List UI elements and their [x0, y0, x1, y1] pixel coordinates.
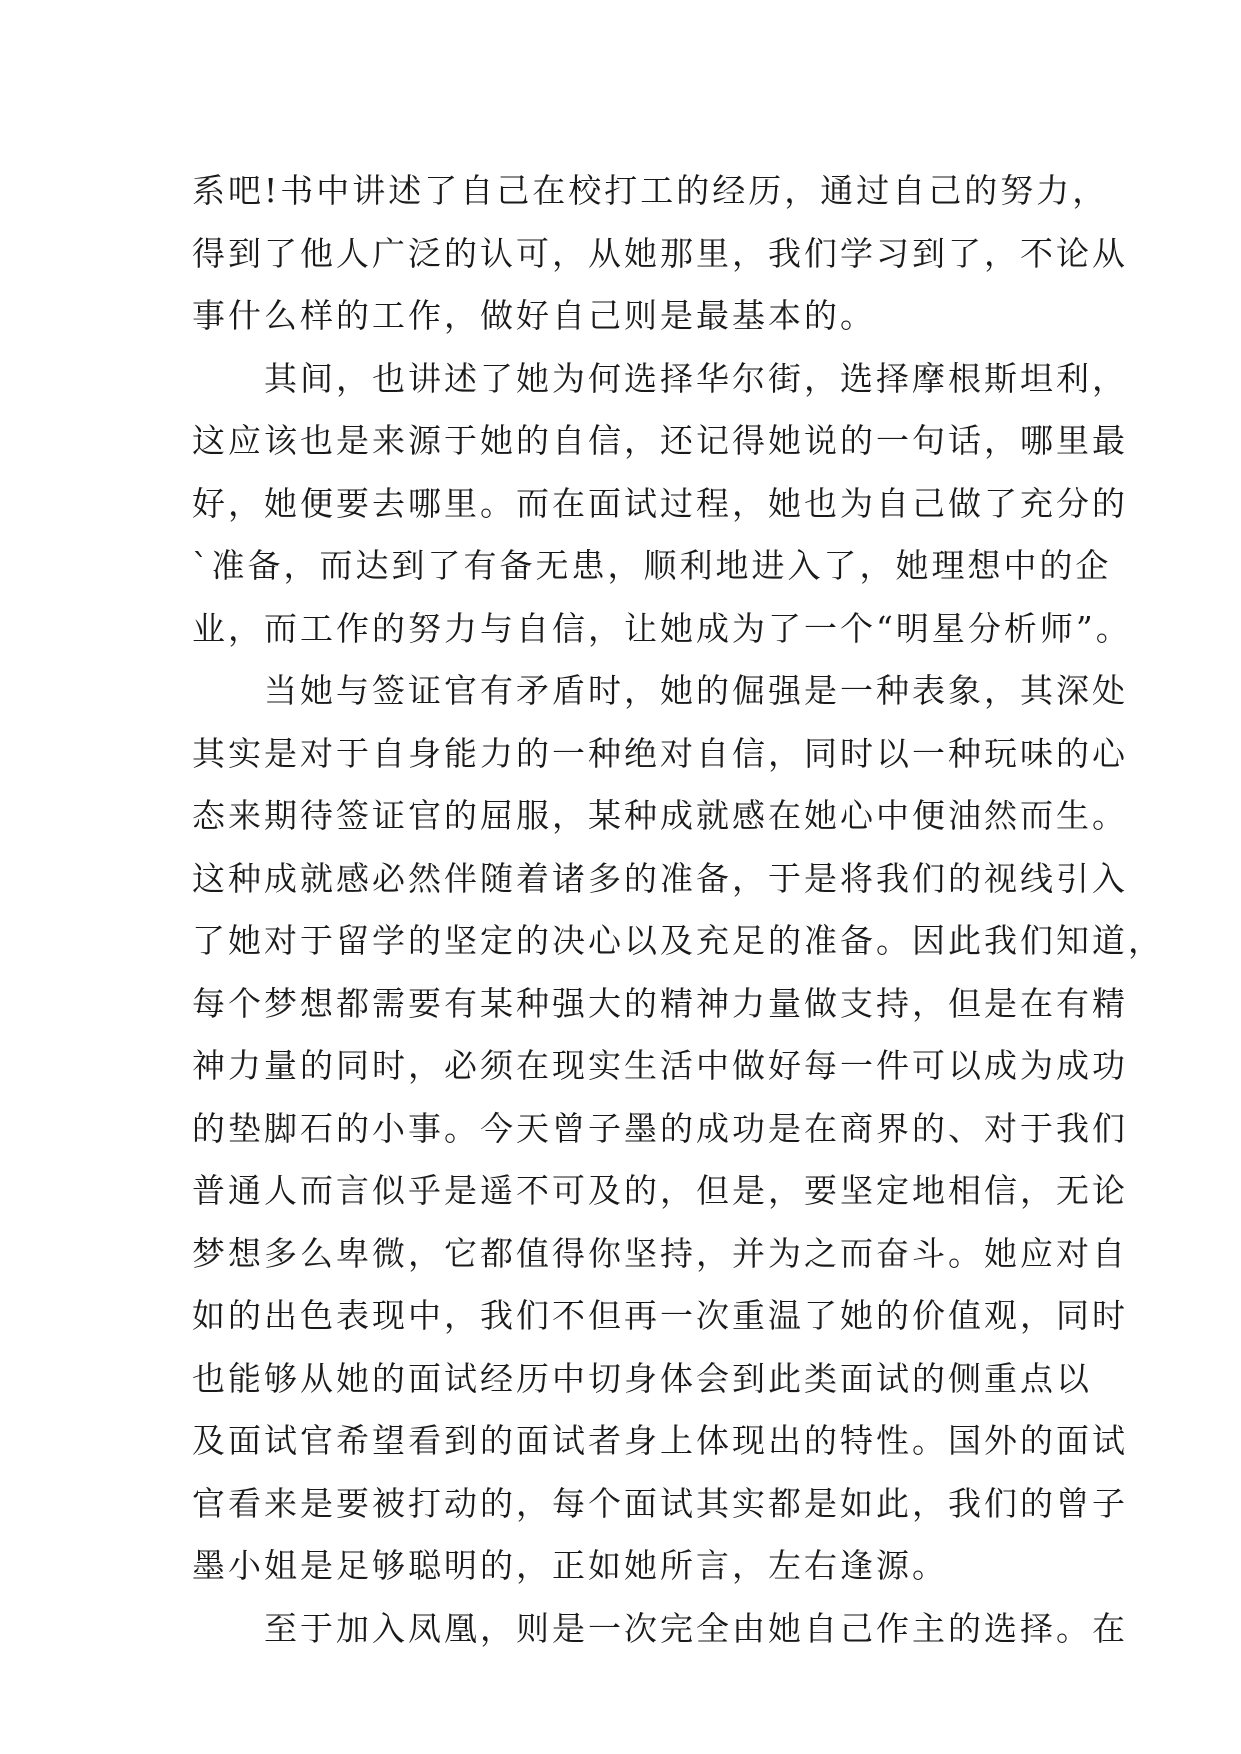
text-line-3: 事什么样的工作，做好自己则是最基本的。: [192, 296, 876, 335]
text-line-17: 普通人而言似乎是遥不可及的，但是，要坚定地相信，无论: [192, 1171, 1128, 1210]
text-line-22: 官看来是要被打动的，每个面试其实都是如此，我们的曾子: [192, 1483, 1128, 1523]
text-line-8: 业，而工作的努力与自信，让她成为了一个“明星分析师”。: [192, 608, 1132, 648]
text-line-16: 的垫脚石的小事。今天曾子墨的成功是在商界的、对于我们: [192, 1108, 1128, 1148]
text-line-6: 好，她便要去哪里。而在面试过程，她也为自己做了充分的: [192, 483, 1128, 523]
text-line-14: 每个梦想都需要有某种强大的精神力量做支持，但是在有精: [192, 983, 1128, 1023]
text-line-10: 其实是对于自身能力的一种绝对自信，同时以一种玩味的心: [192, 733, 1128, 773]
text-line-7: `准备，而达到了有备无患，顺利地进入了，她理想中的企: [192, 546, 1112, 585]
text-line-5: 这应该也是来源于她的自信，还记得她说的一句话，哪里最: [192, 421, 1128, 460]
text-line-1: 系吧!书中讲述了自己在校打工的经历，通过自己的努力，: [192, 171, 1109, 210]
text-line-12: 这种成就感必然伴随着诸多的准备，于是将我们的视线引入: [192, 858, 1128, 898]
text-line-23: 墨小姐是足够聪明的，正如她所言，左右逢源。: [192, 1546, 948, 1585]
text-line-9: 当她与签证官有矛盾时，她的倔强是一种表象，其深处: [192, 671, 1128, 710]
text-line-4: 其间，也讲述了她为何选择华尔街，选择摩根斯坦利，: [192, 358, 1128, 398]
text-line-19: 如的出色表现中，我们不但再一次重温了她的价值观，同时: [192, 1296, 1128, 1335]
text-line-2: 得到了他人广泛的认可，从她那里，我们学习到了，不论从: [192, 233, 1128, 273]
text-line-20: 也能够从她的面试经历中切身体会到此类面试的侧重点以: [192, 1358, 1092, 1398]
text-line-21: 及面试官希望看到的面试者身上体现出的特性。国外的面试: [192, 1421, 1128, 1460]
text-line-24: 至于加入凤凰，则是一次完全由她自己作主的选择。在: [192, 1608, 1128, 1648]
text-line-18: 梦想多么卑微，它都值得你坚持，并为之而奋斗。她应对自: [192, 1233, 1128, 1273]
body-text: [192, 160, 1164, 1660]
text-line-11: 态来期待签证官的屈服，某种成就感在她心中便油然而生。: [192, 796, 1128, 835]
text-line-13: 了她对于留学的坚定的决心以及充足的准备。因此我们知道，: [192, 921, 1164, 960]
text-line-15: 神力量的同时，必须在现实生活中做好每一件可以成为成功: [192, 1046, 1128, 1085]
